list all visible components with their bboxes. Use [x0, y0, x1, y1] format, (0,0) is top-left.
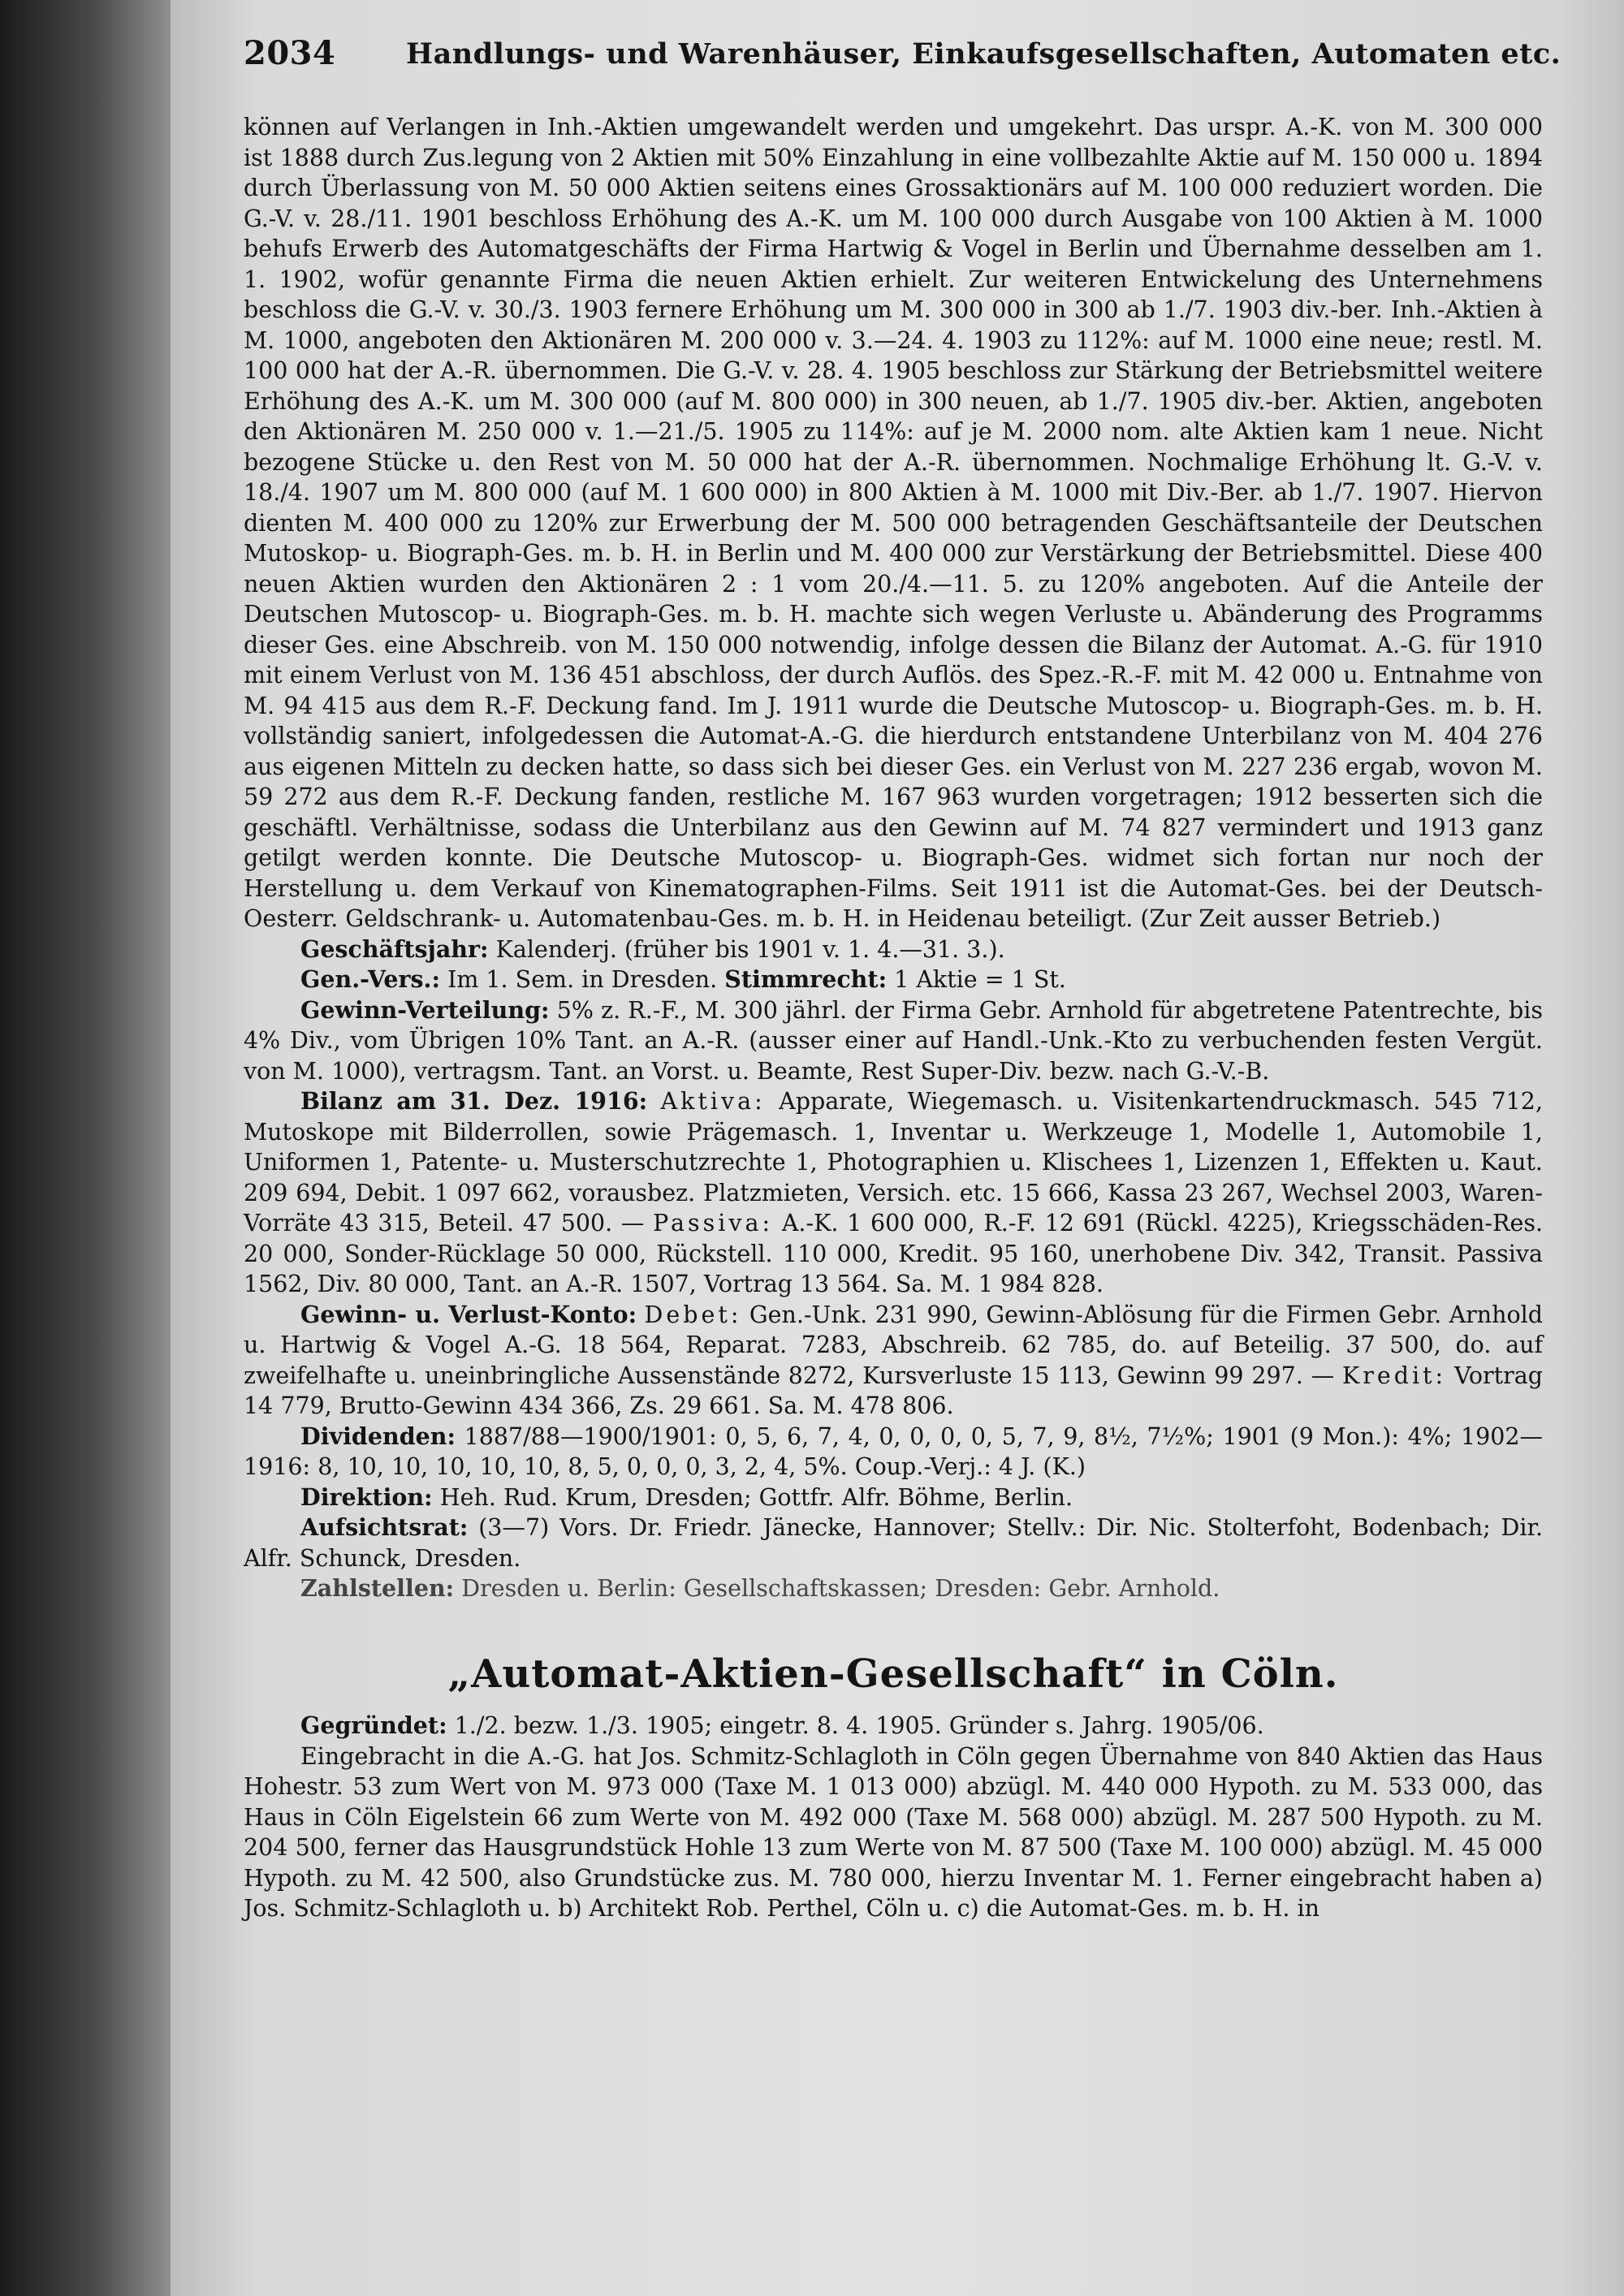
passiva-text: A.-K. 1 600 000, R.-F. 12 691 (Rückl. 4225), Kriegsschäden-Res. 20 000, Sonder-Rücklage 50 000, Rückstell. 110 000, Kredit. 95 160, unerhobene Div. 342, Transit. Passiva 1562, Div. 80 000, Tant. an A.-R. 1507, Vortrag 13 564. Sa. M. 1 984 828. — [244, 1210, 1544, 1297]
kredit-text: Vortrag 14 779, Brutto-Gewinn 434 366, Zs. 29 661. Sa. M. 478 806. — [244, 1362, 1543, 1419]
debet-label: Debet: — [644, 1301, 742, 1328]
section-text-stimmrecht: 1 Aktie = 1 St. — [894, 966, 1066, 993]
page-body — [244, 112, 1543, 1924]
section-geschaeftsjahr — [244, 934, 1543, 965]
passiva-label: Passiva: — [653, 1210, 774, 1236]
page-header — [244, 34, 1559, 83]
section-text: (3—7) Vors. Dr. Friedr. Jänecke, Hannover; Stellv.: Dir. Nic. Stolterfoht, Bodenbach; Dir. Alfr. Schunck, Dresden. — [244, 1514, 1544, 1572]
section-gewinn-verteilung — [244, 995, 1543, 1087]
section-dividenden — [244, 1422, 1543, 1482]
section-text: Dresden u. Berlin: Gesellschaftskassen; Dresden: Gebr. Arnhold. — [461, 1575, 1220, 1602]
section-label: Geschäftsjahr: — [300, 934, 489, 963]
section-aufsichtsrat — [244, 1513, 1543, 1573]
book-page — [171, 0, 1624, 2296]
section-label: Direktion: — [300, 1482, 433, 1511]
section-label: Gewinn- u. Verlust-Konto: — [300, 1300, 637, 1328]
section-label: Gen.-Vers.: — [300, 965, 441, 993]
eingebracht-paragraph: Eingebracht in die A.-G. hat Jos. Schmitz-Schlagloth in Cöln gegen Übernahme von 840 Aktien das Haus Hohestr. 53 zum Wert von M. 973 000 (Taxe M. 1 013 000) abzügl. M. 440 000 Hypoth. zu M. 533 000, das Haus in Cöln Eigelstein 66 zum Werte von M. 492 000 (Taxe M. 568 000) abzügl. M. 287 500 Hypoth. zu M. 204 500, ferner das Hausgrundstück Hohle 13 zum Werte von M. 87 500 (Taxe M. 100 000) abzügl. M. 45 000 Hypoth. zu M. 42 500, also Grundstücke zus. M. 780 000, hierzu Inventar M. 1. Ferner eingebracht haben a) Jos. Schmitz-Schlagloth u. b) Architekt Rob. Perthel, Cöln u. c) die Automat-Ges. m. b. H. in — [244, 1742, 1543, 1922]
section-gen-vers — [244, 965, 1543, 995]
section-label: Dividenden: — [300, 1422, 456, 1450]
page-number: 2034 — [244, 34, 336, 72]
section-label: Gegründet: — [300, 1711, 447, 1739]
section-label-stimmrecht: Stimmrecht: — [724, 965, 888, 993]
section-label: Aufsichtsrat: — [300, 1513, 469, 1541]
kredit-label: Kredit: — [1341, 1362, 1447, 1389]
section-zahlstellen — [244, 1573, 1543, 1604]
section-text: Kalenderj. (früher bis 1901 v. 1. 4.—31. 3.). — [495, 935, 1005, 963]
aktiva-label: Aktiva: — [660, 1088, 766, 1115]
section-label: Bilanz am 31. Dez. 1916: — [300, 1087, 648, 1115]
section-label: Gewinn-Verteilung: — [300, 995, 550, 1024]
aktiva-text: Apparate, Wiegemasch. u. Visitenkartendruckmasch. 545 712, Mutoskope mit Bilderrollen, sowie Prägemasch. 1, Inventar u. Werkzeuge 1, Modelle 1, Automobile 1, Uniformen 1, Patente- u. Musterschutzrechte 1, Photographien u. Klischees 1, Lizenzen 1, Effekten u. Kaut. 209 694, Debit. 1 097 662, vorausbez. Platzmieten, Versich. etc. 15 666, Kassa 23 267, Wechsel 2003, Waren-Vorräte 43 315, Beteil. 47 500. — — [244, 1088, 1544, 1236]
section-text: Im 1. Sem. in Dresden. — [447, 966, 718, 993]
section-text: 5% z. R.-F., M. 300 jährl. der Firma Gebr. Arnhold für abgetretene Patentrechte, bis 4% Div., vom Übrigen 10% Tant. an A.-R. (ausser einer auf Handl.-Unk.-Kto zu verbuchenden festen Vergüt. von M. 1000), vertragsm. Tant. an Vorst. u. Beamte, Rest Super-Div. bezw. nach G.-V.-B. — [244, 996, 1543, 1085]
debet-text: Gen.-Unk. 231 990, Gewinn-Ablösung für die Firmen Gebr. Arnhold u. Hartwig & Vogel A.-G. 18 564, Reparat. 7283, Abschreib. 62 785, do. auf Beteilig. 37 500, do. auf zweifelhafte u. uneinbringliche Aussenstände 8272, Kursverluste 15 113, Gewinn 99 297. — — [244, 1301, 1544, 1389]
company-title: „Automat-Aktien-Gesellschaft“ in Cöln. — [447, 1651, 1339, 1697]
section-bilanz — [244, 1086, 1543, 1300]
section-text: Heh. Rud. Krum, Dresden; Gottfr. Alfr. Böhme, Berlin. — [439, 1483, 1073, 1511]
section-direktion — [244, 1482, 1543, 1513]
history-paragraph: können auf Verlangen in Inh.-Aktien umgewandelt werden und umgekehrt. Das urspr. A.-K. von M. 300 000 ist 1888 durch Zus.legung von 2 Aktien mit 50% Einzahlung in eine vollbezahlte Aktie auf M. 150 000 u. 1894 durch Überlassung von M. 50 000 Aktien seitens eines Grossaktionärs auf M. 100 000 reduziert worden. Die G.-V. v. 28./11. 1901 beschloss Erhöhung des A.-K. um M. 100 000 durch Ausgabe von 100 Aktien à M. 1000 behufs Erwerb des Automatgeschäfts der Firma Hartwig & Vogel in Berlin und Übernahme desselben am 1. 1. 1902, wofür genannte Firma die neuen Aktien erhielt. Zur weiteren Entwickelung des Unternehmens beschloss die G.-V. v. 30./3. 1903 fernere Erhöhung um M. 300 000 in 300 ab 1./7. 1903 div.-ber. Inh.-Aktien à M. 1000, angeboten den Aktionären M. 200 000 v. 3.—24. 4. 1903 zu 112%: auf M. 1000 eine neue; restl. M. 100 000 hat der A.-R. übernommen. Die G.-V. v. 28. 4. 1905 beschloss zur Stärkung der Betriebsmittel weitere Erhöhung des A.-K. um M. 300 000 (auf M. 800 000) in 300 neuen, ab 1./7. 1905 div.-ber. Aktien, angeboten den Aktionären M. 250 000 v. 1.—21./5. 1905 zu 114%: auf je M. 2000 nom. alte Aktien kam 1 neue. Nicht bezogene Stücke u. den Rest von M. 50 000 hat der A.-R. übernommen. Nochmalige Erhöhung lt. G.-V. v. 18./4. 1907 um M. 800 000 (auf M. 1 600 000) in 800 Aktien à M. 1000 mit Div.-Ber. ab 1./7. 1907. Hiervon dienten M. 400 000 zu 120% zur Erwerbung der M. 500 000 betragenden Geschäftsanteile der Deutschen Mutoskop- u. Biograph-Ges. m. b. H. in Berlin und M. 400 000 zur Verstärkung der Betriebsmittel. Diese 400 neuen Aktien wurden den Aktionären 2 : 1 vom 20./4.—11. 5. zu 120% angeboten. Auf die Anteile der Deutschen Mutoscop- u. Biograph-Ges. m. b. H. machte sich wegen Verluste u. Abänderung des Programms dieser Ges. eine Abschreib. von M. 150 000 notwendig, infolge dessen die Bilanz der Automat. A.-G. für 1910 mit einem Verlust von M. 136 451 abschloss, der durch Auflös. des Spez.-R.-F. mit M. 42 000 u. Entnahme von M. 94 415 aus dem R.-F. Deckung fand. Im J. 1911 wurde die Deutsche Mutoscop- u. Biograph-Ges. m. b. H. vollständig saniert, infolgedessen die Automat-A.-G. die hierdurch entstandene Unterbilanz von M. 404 276 aus eigenen Mitteln zu decken hatte, so dass sich bei dieser Ges. ein Verlust von M. 227 236 ergab, wovon M. 59 272 aus dem R.-F. Deckung fanden, restliche M. 167 963 wurden vorgetragen; 1912 besserten sich die geschäftl. Verhältnisse, sodass die Unterbilanz aus den Gewinn auf M. 74 827 vermindert und 1913 ganz getilgt werden konnte. Die Deutsche Mutoscop- u. Biograph-Ges. widmet sich fortan nur noch der Herstellung u. dem Verkauf von Kinematographen-Films. Seit 1911 ist die Automat-Ges. bei der Deutsch-Oesterr. Geldschrank- u. Automatenbau-Ges. m. b. H. in Heidenau beteiligt. (Zur Zeit ausser Betrieb.) — [244, 114, 1543, 932]
section-label: Zahlstellen: — [300, 1574, 455, 1602]
section-gegruendet — [244, 1711, 1543, 1741]
section-gewinn-verlust — [244, 1300, 1543, 1422]
section-text: 1887/88—1900/1901: 0, 5, 6, 7, 4, 0, 0, 0, 0, 5, 7, 9, 8½, 7½%; 1901 (9 Mon.): 4%; 1902—1916: 8, 10, 10, 10, 10, 10, 8, 5, 0, 0, 0, 3, 2, 4, 5%. Coup.-Verj.: 4 J. (K.) — [244, 1422, 1543, 1480]
section-text: 1./2. bezw. 1./3. 1905; eingetr. 8. 4. 1905. Gründer s. Jahrg. 1905/06. — [454, 1712, 1264, 1739]
running-head: Handlungs- und Warenhäuser, Einkaufsgesellschaften, Automaten etc. — [406, 37, 1561, 71]
